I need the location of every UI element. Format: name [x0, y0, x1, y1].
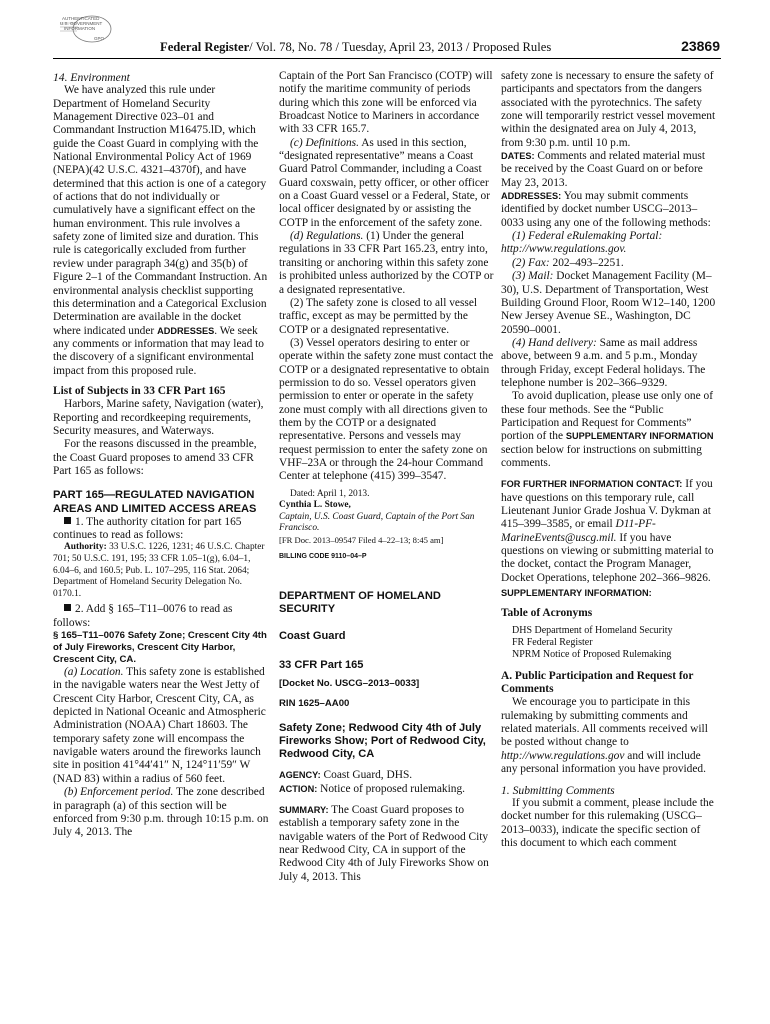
method-2: (2) Fax: 202–493–2251.: [512, 256, 624, 269]
part-heading: PART 165—REGULATED NAVIGATION AREAS AND LIMITED ACCESS AREAS: [53, 489, 257, 515]
acronyms-heading: Table of Acronyms: [501, 607, 593, 620]
svg-text:AUTHENTICATED: AUTHENTICATED: [62, 16, 100, 21]
continued-paragraph: Captain of the Port San Francisco (COTP) will notify the maritime community of periods during which this zone will be enforced via Broadcast Notice to Mariners in accordance with 33 CFR 165.7.: [279, 70, 493, 136]
regulations-paragraph: (d) Regulations. (1) Under the general regulations in 33 CFR Part 165.23, entry into, transiting or anchoring within this safety zone is prohibited unless authorized by the COTP or a designated representative.: [279, 230, 494, 296]
continued-summary: safety zone is necessary to ensure the safety of participants and spectators from the dangers associated with the pyrotechnics. The safety zone will temporarily restrict vessel movement within the designated area on July 4, 2013, from 9:30 p.m. until 10 p.m.: [501, 70, 716, 149]
dates-paragraph: DATES: Comments and related material must be received by the Coast Guard on or before May 23, 2013.: [501, 150, 706, 189]
supplementary-info-label: SUPPLEMENTARY INFORMATION:: [501, 588, 652, 599]
location-paragraph: (a) Location. This safety zone is established in the navigable waters near the West Jetty of Crescent City Harbor, Crescent City, CA, as depicted in National Oceanic and Atmospheric Administration (NOAA) Chart 18603. The temporary safety zone will encompass the navigable waters around the fireworks launch site in position 41°44′41″ N, 124°11′59″ W (NAD 83) within a radius of 560 feet.: [53, 666, 266, 785]
regulations-gov-link-2[interactable]: http://www.regulations.gov: [501, 749, 625, 762]
page-number: 23869: [681, 38, 720, 54]
authority-citation: Authority: 33 U.S.C. 1226, 1231; 46 U.S.C. Chapter 701; 50 U.S.C. 191, 195; 33 CFR 1.05–1(g), 6.04–1, 6.04–6, and 160.5; Pub. L. 107–295, 116 Stat. 2064; Department of Homeland Security Delegation No. 0170.1.: [53, 542, 265, 599]
definitions-paragraph: (c) Definitions. As used in this section, “designated representative” means a Coast Guard Patrol Commander, including a Coast Guard coxswain, petty officer, or other officer on a Coast Guard vessel or a Federal, State, or local officer designated by or assisting the COTP in the enforcement of the safety zone.: [279, 136, 490, 229]
regulations-paragraph-2: (2) The safety zone is closed to all vessel traffic, except as may be permitted by the COTP or a designated representative.: [279, 296, 478, 336]
environment-heading: 14. Environment: [53, 71, 130, 84]
agency-heading: Coast Guard: [279, 630, 346, 643]
column-1: [53, 70, 269, 840]
agency-line: AGENCY: Coast Guard, DHS.: [279, 769, 413, 782]
svg-text:INFORMATION: INFORMATION: [64, 26, 96, 31]
further-info-paragraph: FOR FURTHER INFORMATION CONTACT: If you have questions on this temporary rule, call Lieutenant Junior Grade Joshua V. Dykman at 415–399–3585, or email D11-PF-MarineEvents@uscg.mil. If you have questions on viewing or submitting material to the docket, contact the Program Manager, Docket Operations, telephone 202–366–9826.: [501, 478, 714, 584]
document-title: Safety Zone; Redwood City 4th of July Fireworks Show; Port of Redwood City, Redwood City, CA: [279, 721, 486, 761]
submitting-comments-heading: 1. Submitting Comments: [501, 783, 615, 797]
action-line: ACTION: Notice of proposed rulemaking.: [279, 782, 466, 795]
cfr-heading: 33 CFR Part 165: [279, 658, 364, 671]
fr-doc-line: [FR Doc. 2013–09547 Filed 4–22–13; 8:45 am]: [279, 535, 444, 546]
amendatory-instruction-2: 2. Add § 165–T11–0076 to read as follows:: [53, 603, 233, 629]
avoid-duplication-paragraph: To avoid duplication, please use only one of these four methods. See the “Public Participation and Request for Comments” portion of the SUPPLEMENTARY INFORMATION section below for instructions on submitting comments.: [501, 390, 714, 469]
column-2: [279, 70, 495, 884]
header-citation: / Vol. 78, No. 78 / Tuesday, April 23, 2013 / Proposed Rules: [249, 40, 552, 54]
running-header: [160, 38, 720, 58]
subjects-heading: List of Subjects in 33 CFR Part 165: [53, 384, 226, 397]
docket-number: [Docket No. USCG–2013–0033]: [279, 677, 420, 689]
method-1: (1) Federal eRulemaking Portal: http://www.regulations.gov.: [501, 230, 663, 256]
journal-name: Federal Register: [160, 40, 250, 54]
method-4: (4) Hand delivery: Same as mail address above, between 9 a.m. and 5 p.m., Monday through Friday, except Federal holidays. The telephone number is 202–366–9329.: [501, 336, 706, 389]
dated-line: Dated: April 1, 2013.: [290, 488, 370, 499]
addresses-paragraph: ADDRESSES: You may submit comments identified by docket number USCG–2013–0033 using any one of the following methods:: [501, 190, 711, 229]
rin-number: RIN 1625–AA00: [279, 697, 350, 709]
method-3: (3) Mail: Docket Management Facility (M–30), U.S. Department of Transportation, West Building Ground Floor, Room W12–140, 1200 New Jersey Avenue SE., Washington, DC 20590–0001.: [501, 270, 716, 336]
public-participation-paragraph: We encourage you to participate in this rulemaking by submitting comments and related materials. All comments received will be posted without change to http://www.regulations.gov and will include any personal information you have provided.: [501, 696, 708, 776]
acronym-fr: FR Federal Register: [512, 636, 593, 648]
acronym-nprm: NPRM Notice of Proposed Rulemaking: [512, 648, 672, 660]
reasons-paragraph: For the reasons discussed in the preamble, the Coast Guard proposes to amend 33 CFR Part 165 as follows:: [53, 438, 257, 477]
regulations-gov-link[interactable]: http://www.regulations.gov.: [501, 243, 627, 256]
enforcement-paragraph: (b) Enforcement period. The zone described in paragraph (a) of this section will be enforced from 9:30 p.m. through 10:15 p.m. on July 4, 2013. The: [53, 786, 269, 839]
regulations-paragraph-3: (3) Vessel operators desiring to enter or operate within the safety zone must contact the COTP or a designated representative to obtain permission to do so. Vessel operators given permission to enter or operate in the safety zone must comply with all directions given to them by the COTP or a designated representative. Persons and vessels may request permission to enter the safety zone on VHF–23A or through the 24-hour Command Center at telephone (415) 399–3547.: [279, 336, 494, 483]
submitting-comments-paragraph: If you submit a comment, please include the docket number for this rulemaking (USCG–2013–0033), indicate the specific section of this document to which each comment: [501, 796, 714, 849]
column-3: [501, 70, 717, 850]
header-rule: [53, 58, 721, 59]
gpo-authentication-seal: [54, 14, 112, 44]
public-participation-heading: A. Public Participation and Request for Comments: [501, 669, 694, 696]
amendatory-instruction-1: 1. The authority citation for part 165 continues to read as follows:: [53, 515, 242, 542]
svg-text:U.S. GOVERNMENT: U.S. GOVERNMENT: [60, 21, 103, 26]
summary-paragraph: SUMMARY: The Coast Guard proposes to establish a temporary safety zone in the navigable waters of the Port of Redwood City near Redwood City, CA in support of the Redwood City 4th of July Fireworks Show on July 4, 2013. This: [279, 804, 489, 883]
signer-title: Captain, U.S. Coast Guard, Captain of the Port San Francisco.: [279, 511, 475, 534]
section-heading: § 165–T11–0076 Safety Zone; Crescent City 4th of July Fireworks, Crescent City Harbor, Crescent City, CA.: [53, 630, 267, 666]
environment-paragraph: We have analyzed this rule under Department of Homeland Security Management Directive 023–01 and Commandant Instruction M16475.lD, which guide the Coast Guard in complying with the National Environmental Policy Act of 1969 (NEPA)(42 U.S.C. 4321–4370f), and have determined that this action is one of a category of actions that do not individually or cumulatively have a significant effect on the human environment. This rule involves a safety zone of limited size and duration. This rule is categorically excluded from further review under paragraph 34(g) and 35(b) of Figure 2–1 of the Commandant Instruction. An environmental analysis checklist supporting this determination and a Categorical Exclusion Determination are available in the docket where indicated under ADDRESSES. We seek any comments or information that may lead to the discovery of a significant environmental impact from this proposed rule.: [53, 84, 268, 377]
contact-email-link[interactable]: D11-PF-MarineEvents@uscg.mil.: [501, 518, 656, 544]
svg-text:GPO: GPO: [94, 36, 105, 41]
billing-code: BILLING CODE 9110–04–P: [279, 552, 367, 560]
signer-name: Cynthia L. Stowe,: [279, 500, 351, 511]
subjects-paragraph: Harbors, Marine safety, Navigation (water), Reporting and recordkeeping requirements, Security measures, and Waterways.: [53, 398, 264, 437]
acronym-dhs: DHS Department of Homeland Security: [512, 624, 673, 636]
department-heading: DEPARTMENT OF HOMELAND SECURITY: [279, 589, 441, 616]
